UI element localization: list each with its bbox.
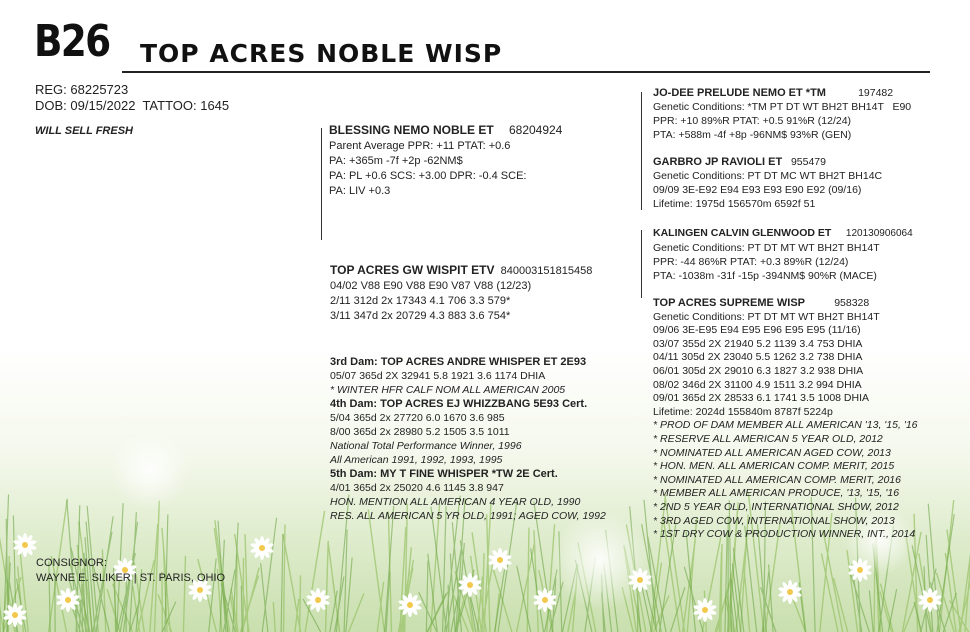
grass-blade [869, 590, 873, 632]
third-dam-note: * WINTER HFR CALF NOM ALL AMERICAN 2005 [330, 384, 566, 396]
dam-dam-line: 08/02 346d 2X 31100 4.9 1511 3.2 994 DHIA [653, 378, 862, 391]
dam-dam-reg: 958328 [834, 297, 870, 309]
grass-blade [162, 602, 176, 632]
sire-block [329, 123, 562, 199]
dam-sire-block [653, 226, 913, 283]
dam-sire-reg: 120130906064 [845, 228, 913, 239]
dam-sire-name: KALINGEN CALVIN GLENWOOD ET [653, 227, 832, 239]
fifth-dam-title: 5th Dam: MY T FINE WHISPER *TW 2E Cert. [330, 468, 558, 480]
sire-dam-block [653, 155, 882, 211]
dam-dam-line: 09/01 365d 2X 28533 6.1 1741 3.5 1008 DHIA [653, 392, 870, 405]
dam-line: 3/11 347d 2x 20729 4.3 883 3.6 754* [330, 310, 511, 322]
dam-dam-note: * PROD OF DAM MEMBER ALL AMERICAN '13, '15, '16 [653, 419, 918, 432]
sire-side-bracket-line [641, 92, 642, 210]
consignor [36, 556, 225, 586]
sire-reg: 68204924 [508, 123, 563, 137]
fourth-dam-note: All American 1991, 1992, 1993, 1995 [330, 454, 503, 466]
grass-blade [281, 534, 283, 632]
daisy [250, 536, 274, 560]
fifth-dam-note: HON. MENTION ALL AMERICAN 4 YEAR OLD, 1990 [330, 496, 581, 508]
fourth-dam-note: National Total Performance Winner, 1996 [330, 440, 522, 452]
sire-bracket-line [321, 128, 322, 240]
dam-block [330, 263, 592, 324]
sire-dam-line: Genetic Conditions: PT DT MC WT BH2T BH14C [653, 170, 883, 182]
grass-blade [273, 602, 275, 632]
dam-dam-note: * 2ND 5 YEAR OLD, INTERNATIONAL SHOW, 2012 [653, 500, 899, 513]
dam-sire-line: PPR: -44 86%R PTAT: +0.3 89%R (12/24) [653, 256, 849, 268]
dob-tattoo: DOB: 09/15/2022 TATTOO: 1645 [35, 98, 230, 113]
consignor-label: CONSIGNOR: [36, 557, 107, 569]
sire-line: Parent Average PPR: +11 PTAT: +0.6 [329, 140, 511, 152]
sire-line: PA: PL +0.6 SCS: +3.00 DPR: -0.4 SCE: [329, 170, 527, 182]
dam-line: 2/11 312d 2x 17343 4.1 706 3.3 579* [330, 295, 511, 307]
grass-blade [671, 587, 685, 632]
dam-dam-line: 04/11 305d 2X 23040 5.5 1262 3.2 738 DHIA [653, 351, 863, 364]
dam-dam-note: * RESERVE ALL AMERICAN 5 YEAR OLD, 2012 [653, 432, 883, 445]
grass-blade [823, 530, 843, 632]
fourth-dam-line: 5/04 365d 2x 27720 6.0 1670 3.6 985 [330, 412, 505, 424]
grass-blade [241, 586, 242, 632]
dam-dam-line: 06/01 305d 2X 29010 6.3 1827 3.2 938 DHIA [653, 364, 864, 377]
dam-side-bracket-line [641, 230, 642, 298]
fourth-dam-line: 8/00 365d 2x 28980 5.2 1505 3.5 1011 [330, 426, 510, 438]
daisy [778, 580, 802, 604]
dam-line: 04/02 V88 E90 V88 E90 V87 V88 (12/23) [330, 280, 532, 292]
sire-line: PA: LIV +0.3 [329, 185, 391, 197]
grass-blade [305, 511, 324, 632]
dam-sire-line: PTA: -1038m -31f -15p -394NM$ 90%R (MACE) [653, 270, 877, 282]
grass-blade [283, 534, 300, 632]
sire-sire-reg: 197482 [858, 87, 894, 99]
dam-name: TOP ACRES GW WISPIT ETV [330, 263, 495, 277]
dam-dam-line: 09/06 3E-E95 E94 E95 E96 E95 E95 (11/16) [653, 324, 861, 337]
grass-blade [349, 594, 364, 632]
sire-sire-name: JO-DEE PRELUDE NEMO ET *TM [653, 87, 826, 99]
sire-dam-line: Lifetime: 1975d 156570m 6592f 51 [653, 198, 816, 210]
sale-note: WILL SELL FRESH [35, 125, 133, 137]
registration-number: REG: 68225723 [35, 82, 129, 97]
dam-dam-block [653, 297, 918, 542]
grass-blade [419, 592, 437, 632]
grass-blade [888, 589, 896, 632]
sire-sire-line: Genetic Conditions: *TM PT DT WT BH2T BH14T E90 [653, 101, 912, 113]
grass-blade [943, 593, 956, 632]
dam-dam-line: Lifetime: 2024d 155840m 8787f 5224p [653, 405, 833, 418]
grass-blade [928, 504, 939, 632]
third-dam-title: 3rd Dam: TOP ACRES ANDRE WHISPER ET 2E93 [330, 356, 587, 368]
fifth-dam-note: RES. ALL AMERICAN 5 YR OLD, 1991; AGED COW, 1992 [330, 510, 606, 522]
sire-sire-line: PPR: +10 89%R PTAT: +0.5 91%R (12/24) [653, 115, 852, 127]
sire-dam-reg: 955479 [790, 156, 826, 168]
sire-dam-line: 09/09 3E-E92 E94 E93 E93 E90 E92 (09/16) [653, 184, 862, 196]
grass-blade [426, 561, 428, 632]
title-underline [122, 71, 930, 73]
grass-blade [368, 509, 384, 632]
dam-dam-note: * MEMBER ALL AMERICAN PRODUCE, '13, '15, '16 [653, 487, 900, 500]
daisy [13, 533, 37, 557]
dam-dam-note: * HON. MEN. ALL AMERICAN COMP. MERIT, 2015 [653, 460, 895, 473]
grass-blade [448, 585, 449, 632]
sire-dam-name: GARBRO JP RAVIOLI ET [653, 156, 783, 168]
dam-dam-note: * 1ST DRY COW & PRODUCTION WINNER, INT., 2014 [653, 528, 916, 541]
sire-sire-line: PTA: +588m -4f +8p -96NM$ 93%R (GEN) [653, 129, 852, 141]
animal-name-title: TOP ACRES NOBLE WISP [140, 39, 503, 68]
grass-blade [725, 532, 727, 632]
sire-sire-block [653, 86, 911, 142]
sire-line: PA: +365m -7f +2p -62NM$ [329, 155, 463, 167]
third-dam-line: 05/07 365d 2X 32941 5.8 1921 3.6 1174 DHIA [330, 370, 546, 382]
animal-info [35, 82, 229, 139]
grass-blade [300, 575, 301, 632]
dam-sire-line: Genetic Conditions: PT DT MT WT BH2T BH14T [653, 242, 880, 254]
dam-dam-note: * NOMINATED ALL AMERICAN COMP. MERIT, 2016 [653, 473, 901, 486]
dam-dam-name: TOP ACRES SUPREME WISP [653, 297, 805, 309]
dam-dam-note: * NOMINATED ALL AMERICAN AGED COW, 2013 [653, 446, 891, 459]
sire-name: BLESSING NEMO NOBLE ET [329, 123, 494, 137]
dam-dam-line: Genetic Conditions: PT DT MT WT BH2T BH14T [653, 310, 880, 323]
dam-dam-line: 03/07 355d 2X 21940 5.2 1139 3.4 753 DHIA [653, 337, 863, 350]
dam-dam-note: * 3RD AGED COW, INTERNATIONAL SHOW, 2013 [653, 514, 895, 527]
lot-number: B26 [34, 16, 110, 67]
fifth-dam-line: 4/01 365d 2x 25020 4.6 1145 3.8 947 [330, 482, 504, 494]
ancestor-dams-block [330, 355, 606, 523]
grass-blade [965, 509, 970, 632]
grass-blade [745, 526, 757, 632]
fourth-dam-title: 4th Dam: TOP ACRES EJ WHIZZBANG 5E93 Cert. [330, 398, 588, 410]
consignor-name: WAYNE E. SLIKER | ST. PARIS, OHIO [36, 572, 226, 584]
grass-blade [346, 558, 352, 632]
dam-reg: 840003151815458 [500, 265, 593, 277]
grass-blade [482, 553, 484, 632]
grass-blade [326, 541, 329, 632]
